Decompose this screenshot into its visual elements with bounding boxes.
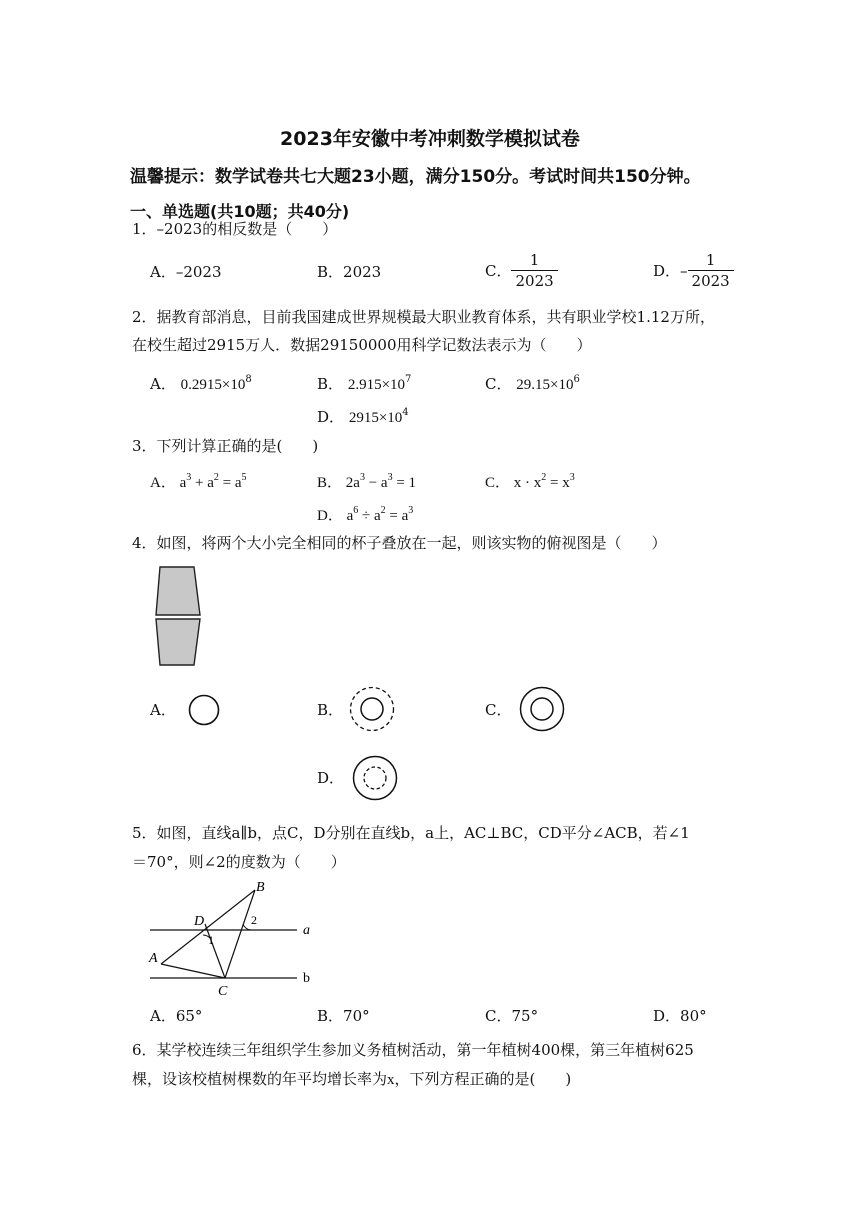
q1-option-b: B．2023 (317, 263, 382, 281)
q5-stem-line2: ＝70°，则∠2的度数为（ ） (132, 853, 346, 871)
q2-option-d (317, 403, 409, 428)
label-d-point: D (194, 914, 205, 929)
q5-stem-line1: 5．如图，直线a∥b，点C，D分别在直线b，a上，AC⊥BC，CD平分∠ACB，若∠1 (132, 824, 690, 842)
label-b-point: B (256, 880, 265, 895)
q1-option-d-label: D．– (653, 261, 688, 280)
label-angle-2: 2 (251, 913, 257, 927)
q1-option-d-denominator: 2023 (688, 270, 734, 291)
q1-option-c-label: C． (485, 261, 512, 280)
q2-option-c-exponent: 6 (573, 374, 580, 385)
label-line-b: b (303, 971, 310, 986)
q6-variable-x: x (387, 1072, 395, 1088)
stacked-cups-figure (152, 565, 208, 667)
q3-option-c (485, 468, 575, 493)
q6-stem-line2-b: ，下列方程正确的是( ) (394, 1070, 572, 1088)
q1-option-a: A．–2023 (150, 263, 222, 281)
segment-bc (225, 890, 255, 978)
q2-option-d-exponent: 4 (402, 407, 409, 418)
q5-option-d: D．80° (653, 1007, 707, 1025)
label-line-a: a (303, 923, 310, 938)
q1-option-c-denominator: 2023 (511, 270, 557, 291)
q4-option-b-dashed-outer-circle-icon (348, 685, 396, 733)
q3-option-a (150, 468, 247, 493)
q3-option-c-formula: $x \cdot x^2 = x^3$ (513, 472, 575, 491)
q6-stem-line2 (132, 1069, 571, 1090)
q1-option-c-fraction (511, 250, 557, 291)
q3-option-d-label: D． (317, 508, 343, 524)
label-angle-1: 1 (208, 933, 214, 947)
q4-stem: 4．如图，将两个大小完全相同的杯子叠放在一起，则该实物的俯视图是（ ） (132, 534, 667, 552)
q5-option-b: B．70° (317, 1007, 370, 1025)
section-heading: 一、单选题(共10题；共40分) (130, 202, 350, 221)
q4-option-d-label: D． (317, 769, 345, 787)
q3-option-b-label: B． (317, 475, 343, 491)
q1-option-c (485, 250, 558, 291)
q3-stem: 3．下列计算正确的是( ) (132, 437, 319, 455)
q1-option-d-fraction (688, 250, 734, 291)
q5-geometry-figure (145, 878, 325, 998)
q2-option-a-value: 0.2915×10 (180, 377, 246, 393)
q2-option-c-label: C． (485, 375, 512, 393)
q1-stem: 1．–2023的相反数是（ ） (132, 220, 338, 238)
segment-ab (161, 890, 255, 964)
q3-option-c-label: C． (485, 475, 511, 491)
q2-option-c-value: 29.15×10 (516, 377, 574, 393)
q1-option-d (653, 250, 734, 291)
label-c-point: C (218, 984, 228, 998)
q3-option-d (317, 501, 413, 526)
q2-option-b-label: B． (317, 375, 344, 393)
q5-option-c: C．75° (485, 1007, 539, 1025)
q2-option-a-label: A． (150, 375, 176, 393)
q2-option-b-exponent: 7 (405, 374, 412, 385)
q3-option-d-formula: $a^6 \div a^2 = a^3$ (346, 505, 414, 524)
upper-cup-shape (156, 567, 200, 615)
exam-tip: 温馨提示：数学试卷共七大题23小题，满分150分。考试时间共150分钟。 (130, 167, 701, 187)
q6-stem-line2-a: 棵，设该校植树棵数的年平均增长率为 (132, 1070, 388, 1088)
angle-2-arc (243, 924, 251, 930)
q6-stem-line1: 6．某学校连续三年组织学生参加义务植树活动，第一年植树400棵，第三年植树625 (132, 1041, 694, 1059)
q2-stem-line2: 在校生超过2915万人．数据29150000用科学记数法表示为（ ） (132, 336, 592, 354)
q4-option-b-label: B． (317, 701, 344, 719)
q4-option-c-label: C． (485, 701, 512, 719)
q3-option-b-formula: $2a^3 - a^3 = 1$ (345, 472, 417, 491)
q2-option-a (150, 370, 252, 395)
q2-option-d-label: D． (317, 408, 345, 426)
q2-option-b-value: 2.915×10 (347, 377, 406, 393)
q4-option-d-dashed-inner-circle-icon (351, 754, 399, 802)
q3-option-a-formula: $a^3 + a^2 = a^5$ (179, 472, 247, 491)
q5-option-a: A．65° (150, 1007, 203, 1025)
q4-option-a-circle-icon (187, 693, 221, 727)
q4-option-a-label: A． (150, 701, 176, 719)
q3-option-b (317, 468, 416, 493)
q4-option-c-concentric-circles-icon (518, 685, 566, 733)
q3-option-a-label: A． (150, 475, 176, 491)
q1-option-c-numerator: 1 (529, 251, 540, 269)
q2-stem-line1: 2．据教育部消息，目前我国建成世界规模最大职业教育体系，共有职业学校1.12万所， (132, 308, 715, 326)
q2-option-d-value: 2915×10 (348, 410, 403, 426)
q1-option-d-numerator: 1 (705, 251, 716, 269)
q2-option-b (317, 370, 411, 395)
lower-cup-shape (156, 619, 200, 665)
page-title: 2023年安徽中考冲刺数学模拟试卷 (280, 128, 580, 150)
segment-ac (161, 964, 225, 978)
q2-option-a-exponent: 8 (245, 374, 252, 385)
q2-option-c (485, 370, 580, 395)
label-a-point: A (149, 951, 158, 966)
